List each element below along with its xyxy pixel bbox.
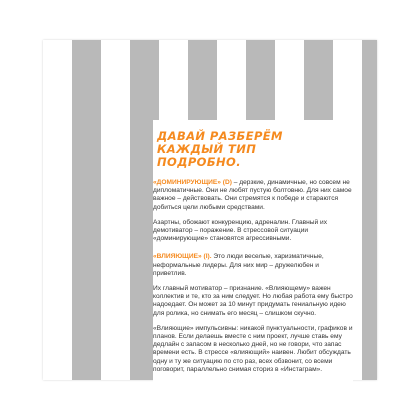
- paragraph-text: – дерзкие, динамичные, но совсем не дипломатичные. Они не любят пустую болтовню. Для них самое важное – действовать. Они стремятся к победе и стараются добиться цели любыми средствами.: [153, 179, 352, 211]
- paragraph-text: Это люди веселые, харизматичные, неформальные лидеры. Для них мир – дружелюбен и приветлив.: [153, 253, 324, 277]
- paragraph-dominant: [153, 179, 353, 212]
- term-dominant: «ДОМИНИРУЮЩИЕ» (D): [153, 179, 232, 186]
- paragraph-influential-impulsive: [153, 325, 353, 374]
- paragraph-dominant-details: [153, 219, 353, 244]
- paragraph-influential-motivator: [153, 285, 353, 318]
- paragraph-influential: [153, 253, 353, 278]
- term-influential: «ВЛИЯЮЩИЕ» (I).: [153, 253, 212, 261]
- paragraph-text: Азартны, обожают конкуренцию, адреналин. Главный их демотиватор – поражение. В стрессовой ситуации «доминирующие» становятся агрессивными.: [153, 218, 328, 243]
- section-heading: ДАВАЙ РАЗБЕРЁМ КАЖДЫЙ ТИП ПОДРОБНО.: [157, 129, 283, 169]
- book-page: [43, 40, 377, 380]
- text-column: [153, 120, 353, 420]
- paragraph-text: «Влияющие» импульсивны: никакой пунктуальности, графиков и планов. Если делаешь вместе с ним проект, лучше ставь ему дедлайн с запасом в несколько дней, но не говори, что запас времени есть. В стрессе «влияющий» наивен. Любит обсуждать одну и ту же ситуацию по сто раз, всех обзвонит, со всеми поговорит, параллельно снимая сториз в «Инстаграм».: [153, 324, 353, 373]
- paragraph-text: Их главный мотиватор – признание. «Влияющему» важен коллектив и те, кто за ним следует. Но любая работа ему быстро надоедает. Он может за 10 минут придумать гениальную идею для ролика, но снимать его месяц – слишком скучно.: [153, 285, 353, 317]
